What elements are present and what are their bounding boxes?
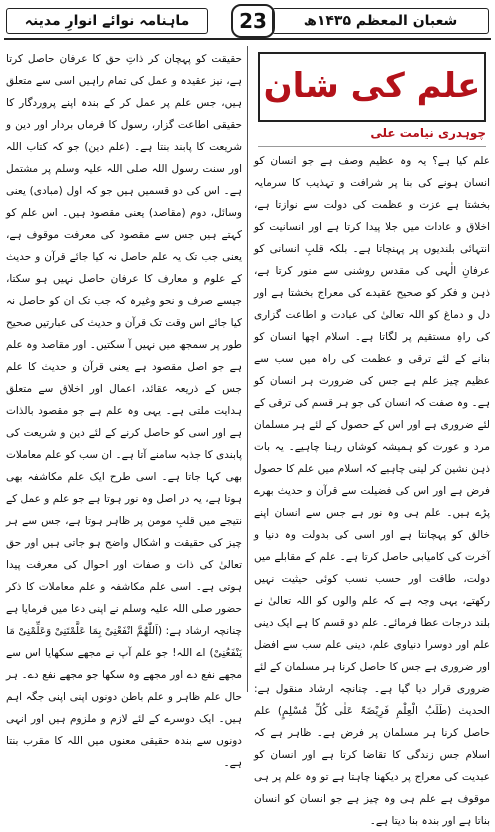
right-column-text: علم کیا ہے؟ یہ وہ عظیم وصف ہے جو انسان کو انسان ہونے کی بنا پر شرافت و تہذیب کا سرمایہ بخشتا ہے عزت و عظمت کی دولت سے نوازتا ہے، اخلاق و عادات میں جلا پیدا کرتا ہے اور انسانیت کو انتہائی بلندیوں پر پہنچاتا ہے۔ بلکہ قلبِ انسانی کو عرفانِ الٰہی کی مقدس روشنی سے منور کرتا ہے، ذہن و فکر کو صحیح عقیدے کی معراج بخشتا ہے اور دل و دماغ کو اللہ تعالیٰ کی عبادت و اطاعت گزاری کی راہِ مستقیم پر لگاتا ہے۔ اسلام اچھا انسان کو بنانے کے لئے ترقی و عظمت کی راہ میں سب سے عظیم چیز علم ہے جس کی ضرورت ہر انسان کو ہے۔ وہ صفت کہ انسان کی جو ہر قسم کی ترقی کے لئے ضروری ہے اور اس کے حصول کے لئے ہر مسلمان مرد و عورت کو ہمیشہ کوشاں رہنا چاہیے۔ یہ بات ذہن نشین کر لینی چاہیے کہ اسلام میں علم کا حصول فرض ہے اور اس کی فضیلت سے قرآن و حدیث بھرے پڑے ہیں۔ علم ہی وہ نور ہے جس سے انسان اپنے خالق کو پہچانتا ہے اور اسی کی بدولت وہ دنیا و آخرت کی کامیابی حاصل کرتا ہے۔ علم کے مقابلے میں دولت، طاقت اور حسب نسب کوئی حیثیت نہیں رکھتے، یہی وجہ ہے کہ علم والوں کو اللہ تعالیٰ نے بلند درجات عطا فرمائے۔ علم دو قسم کا ہے ایک دینی علم اور دوسرا دنیاوی علم، دینی علم سب سے افضل اور ضروری ہے جس کا حاصل کرنا ہر مسلمان کے لئے ضروری قرار دیا گیا ہے۔ چنانچہ ارشاد منقول ہے: الحدیث (طَلَبُ الْعِلْمِ فَرِیْضَۃٌ عَلٰی کُلِّ مُسْلِمٍ) علم حاصل کرنا ہر مسلمان پر فرض ہے۔ ظاہر ہے کہ اسلام جس زندگی کا تقاضا کرتا ہے اور انسان کو عبدیت کی معراج پر دیکھنا چاہتا ہے تو وہ علم پر ہی موقوف ہے علم ہی وہ چیز ہے جو انسان کو انسان بناتا ہے اور بندہ بنا دیتا ہے۔ bbox=[254, 155, 490, 827]
page-header bbox=[4, 4, 491, 40]
issue-date: شعبان المعظم ۱۴۳۵ھ bbox=[272, 8, 489, 34]
article-title: علم کی شان bbox=[263, 66, 481, 106]
magazine-name: ماہنامہ نوائے انوارِ مدینہ bbox=[6, 8, 208, 34]
left-column bbox=[6, 48, 242, 769]
left-column-text: حقیقت کو پہچان کر ذاتِ حق کا عرفان حاصل کرتا ہے، نیز عقیدہ و عمل کی تمام راہیں اسی سے متعلق ہیں، جس علم پر عمل کر کے بندہ اپنے پروردگار کا حقیقی اطاعت گزار، رسول کا فرماں بردار اور دین و شریعت کا پابند بنتا ہے۔ (علم دین) جو کہ کتاب اللہ اور سنت رسول اللہ صلی اللہ علیہ وسلم پر مشتمل ہے۔ اس کی دو قسمیں ہیں جو کہ اول (مبادی) یعنی وسائل، دوم (مقاصد) یعنی مقصود ہیں۔ اس علم کو کہتے ہیں جس سے مقصود کی معرفت موقوف ہے، یعنی جب تک یہ علم حاصل نہ کیا جائے قرآن و حدیث کے علوم و معارف کا عرفان حاصل نہیں ہو سکتا، جیسے صرف و نحو وغیرہ کہ جب تک ان کو حاصل نہ کیا جائے اس وقت تک قرآن و حدیث کی عبارتیں صحیح طور پر سمجھ میں نہیں آ سکتیں۔ اور مقاصد وہ علم ہے جو اصل مقصود ہے یعنی قرآن و حدیث کا علم جس کے ذریعہ عقائد، اعمال اور اخلاق سے متعلق ہدایت ملتی ہے۔ یہی وہ علم ہے جو مقصود بالذات ہے اور اسی کو حاصل کرنے کے لئے دین و شریعت کی پابندی کا جذبہ سامنے آتا ہے۔ ان سب کو علم معاملات بھی کہا جاتا ہے۔ اسی طرح ایک علم مکاشفہ بھی ہوتا ہے، یہ در اصل وہ نور ہوتا ہے جو علم و عمل کے نتیجے میں قلبِ مومن پر ظاہر ہوتا ہے، جس سے ہر چیز کی حقیقت و اشکال واضح ہو جاتی ہیں اور حق تعالیٰ کی ذات و صفات اور احوال کی معرفت پیدا ہوتی ہے۔ اسی علم مکاشفہ و علم معاملات کا ذکر حضور صلی اللہ علیہ وسلم نے اپنی دعا میں فرمایا ہے چنانچہ ارشاد ہے: (اَللّٰھُمَّ انْفَعْنِیْ بِمَا عَلَّمْتَنِیْ وَعَلِّمْنِیْ مَا یَنْفَعُنِیْ) اے اللہ! جو علم آپ نے مجھے سکھایا اس سے مجھے نفع دے اور مجھے وہ سکھا جو مجھے نفع دے۔ ہر حال علم ظاہر و علم باطن دونوں اپنی اپنی جگہ اہم ہیں۔ ایک دوسرے کے لئے لازم و ملزوم ہیں اور انہی دونوں سے بندہ حقیقی معنوں میں اللہ کا مقرب بنتا ہے۔ bbox=[6, 53, 242, 769]
article-title-box bbox=[258, 52, 486, 122]
page-number: 23 bbox=[231, 4, 275, 38]
column-divider bbox=[247, 46, 248, 692]
right-column bbox=[254, 150, 490, 827]
article-author: چوہدری نیامت علی bbox=[258, 126, 486, 147]
